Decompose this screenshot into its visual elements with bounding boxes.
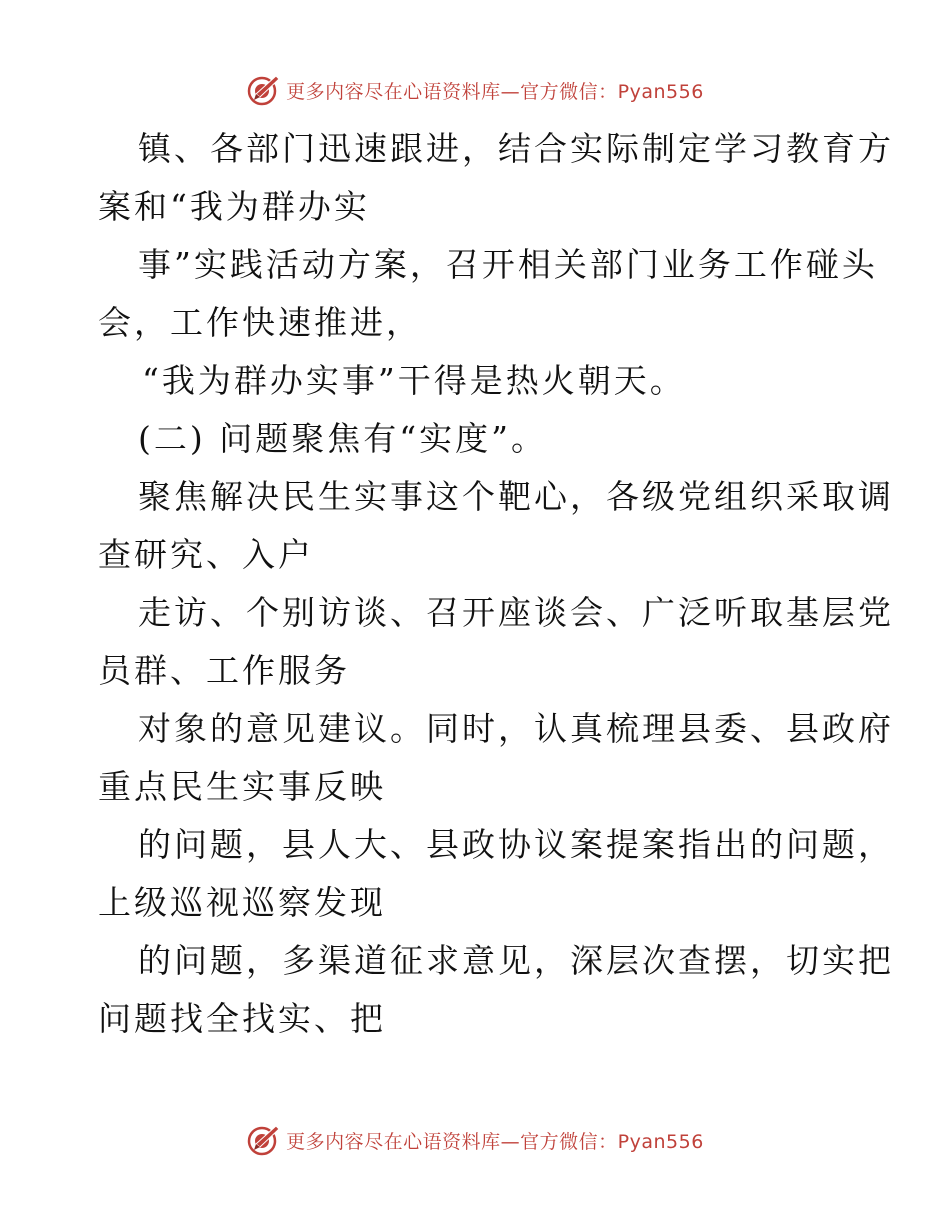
watermark-text: 更多内容尽在心语资料库—官方微信：Pyan556 (286, 1130, 704, 1153)
quill-logo-icon (246, 72, 282, 108)
document-body (98, 120, 894, 1048)
section-heading: (二) 问题聚焦有“实度”。 (138, 419, 547, 458)
text-line: 对象的意见建议。同时，认真梳理县委、县政府 (138, 709, 894, 748)
text-line: 重点民生实事反映 (98, 767, 386, 806)
watermark-header (0, 72, 950, 108)
text-line: 的问题，县人大、县政协议案提案指出的问题， (138, 825, 894, 864)
text-line: 走访、个别访谈、召开座谈会、广泛听取基层党 (138, 593, 894, 632)
text-line: 会，工作快速推进， (98, 303, 422, 342)
text-line: 上级巡视巡察发现 (98, 883, 386, 922)
text-line: 镇、各部门迅速跟进，结合实际制定学习教育方 (138, 129, 894, 168)
text-line: 员群、工作服务 (98, 651, 350, 690)
watermark-footer (0, 1122, 950, 1158)
text-line: 查研究、入户 (98, 535, 314, 574)
text-line: 事”实践活动方案，召开相关部门业务工作碰头 (138, 245, 878, 284)
text-line: “我为群办实事”干得是热火朝天。 (142, 361, 686, 400)
quill-logo-icon (246, 1122, 282, 1158)
watermark-text: 更多内容尽在心语资料库—官方微信：Pyan556 (286, 80, 704, 103)
text-line: 的问题，多渠道征求意见，深层次查摆，切实把 (138, 941, 894, 980)
text-line: 案和“我为群办实 (98, 187, 370, 226)
text-line: 问题找全找实、把 (98, 999, 386, 1038)
text-line: 聚焦解决民生实事这个靶心，各级党组织采取调 (138, 477, 894, 516)
